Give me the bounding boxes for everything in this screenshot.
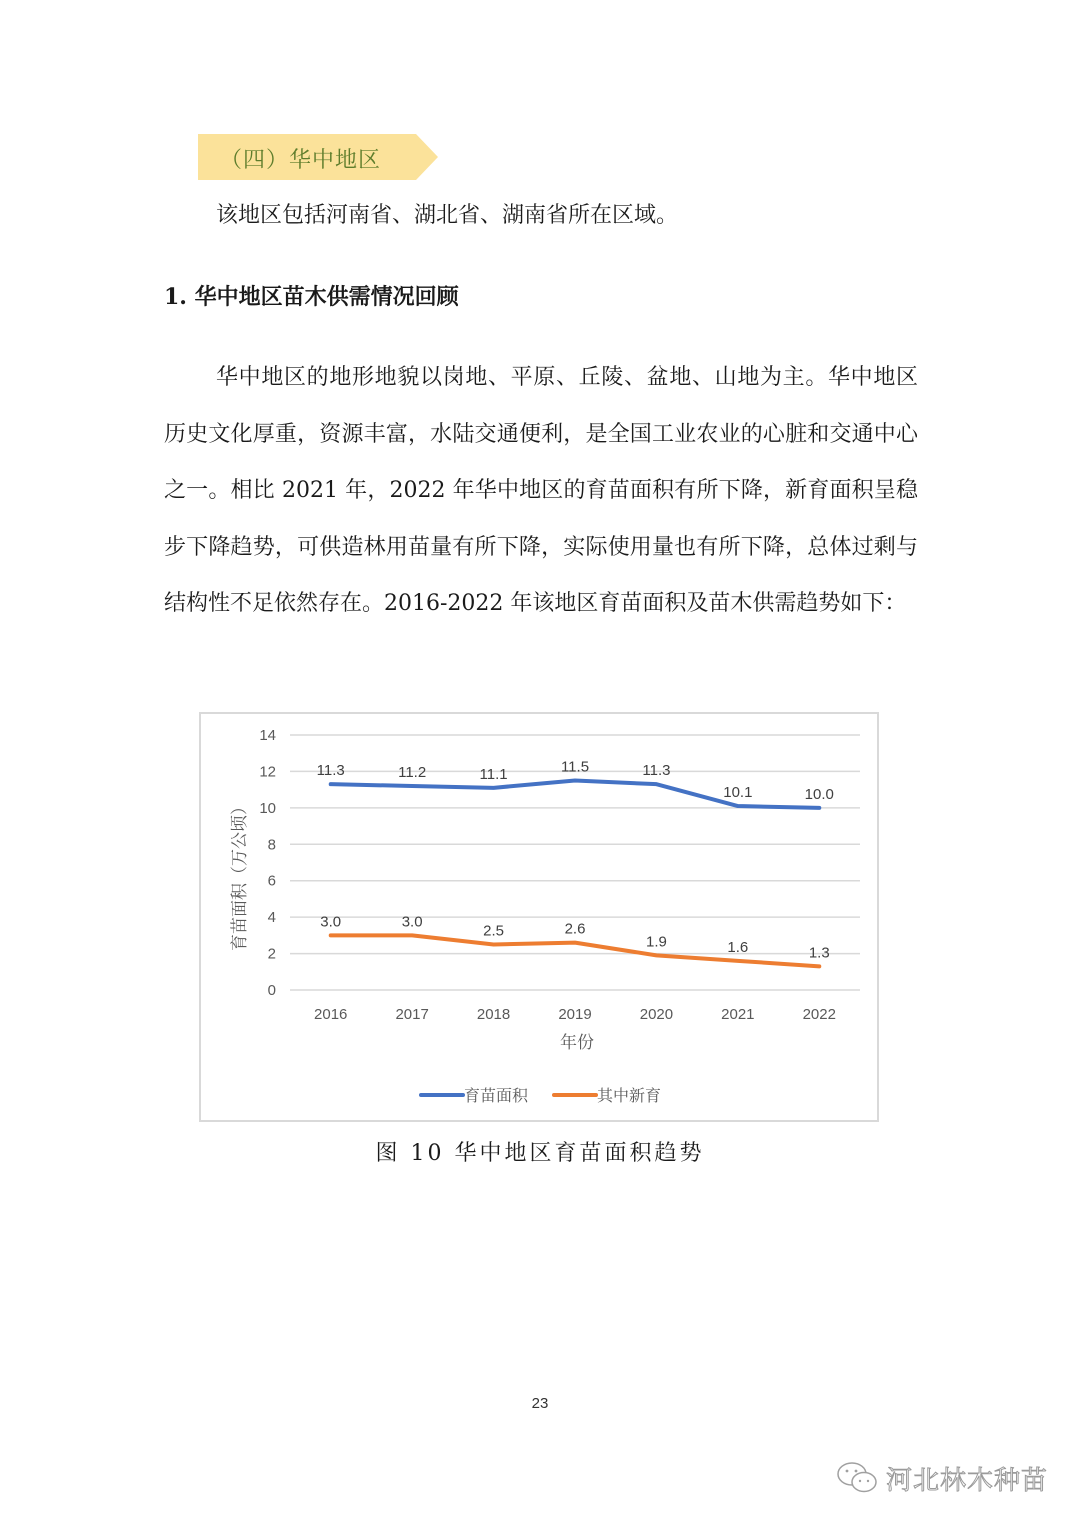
- section-tag: [198, 134, 438, 180]
- legend-label: 育苗面积: [464, 1086, 529, 1105]
- x-tick-label: 2016: [314, 1006, 348, 1023]
- data-label: 10.1: [723, 784, 753, 802]
- x-tick-label: 2021: [721, 1006, 755, 1023]
- data-label: 11.3: [642, 762, 671, 780]
- data-label: 2.6: [564, 920, 586, 938]
- x-tick-label: 2022: [802, 1006, 836, 1023]
- wechat-icon: [836, 1460, 880, 1496]
- section-tag-label: （四）华中地区: [220, 148, 382, 173]
- figure-caption: 图 10 华中地区育苗面积趋势: [375, 1141, 705, 1166]
- intro-text: 该地区包括河南省、湖北省、湖南省所在区域。: [216, 203, 679, 228]
- y-tick-label: 4: [267, 909, 276, 927]
- watermark-text: 河北林木种苗: [886, 1465, 1049, 1496]
- y-tick-label: 12: [259, 763, 276, 781]
- x-tick-label: 2020: [639, 1006, 674, 1023]
- y-tick-label: 0: [267, 982, 276, 999]
- y-tick-label: 14: [259, 727, 276, 744]
- y-tick-label: 8: [267, 836, 276, 854]
- y-tick-label: 2: [267, 945, 276, 963]
- x-tick-label: 2017: [395, 1006, 429, 1023]
- line-chart: [199, 712, 879, 1122]
- data-label: 11.1: [479, 765, 508, 783]
- legend-label: 其中新育: [597, 1086, 662, 1105]
- y-tick-label: 6: [267, 872, 276, 890]
- data-label: 11.3: [316, 762, 345, 780]
- watermark: [836, 1458, 1048, 1498]
- data-label: 2.5: [483, 922, 505, 940]
- data-label: 1.6: [727, 938, 749, 956]
- y-tick-label: 10: [259, 799, 276, 817]
- x-axis-title: 年份: [560, 1033, 594, 1053]
- page-number: 23: [531, 1395, 549, 1412]
- data-label: 1.9: [645, 933, 667, 951]
- data-label: 11.2: [398, 764, 427, 781]
- x-tick-label: 2018: [476, 1006, 511, 1023]
- data-label: 1.3: [808, 944, 830, 962]
- y-axis-title: 育苗面积（万公顷）: [230, 798, 250, 951]
- data-label: 10.0: [804, 785, 834, 803]
- body-paragraph: 华中地区的地形地貌以岗地、平原、丘陵、盆地、山地为主。华中地区历史文化厚重，资源丰富，水陆交通便利，是全国工业农业的心脏和交通中心之一。相比 2021 年，2022 年华中地区的育苗面积有所下降，新育面积呈稳步下降趋势，可供造林用苗量有所下降，实际使用量也有所下降，总体过剩与结构性不足依然存在。2016-2022 年该地区育苗面积及苗木供需趋势如下：: [164, 365, 918, 616]
- data-label: 11.5: [560, 758, 590, 776]
- chart-canvas: [201, 714, 881, 1124]
- data-label: 3.0: [401, 913, 423, 931]
- x-tick-label: 2019: [558, 1006, 592, 1023]
- section-heading: 1. 华中地区苗木供需情况回顾: [164, 284, 459, 310]
- data-label: 3.0: [320, 913, 342, 931]
